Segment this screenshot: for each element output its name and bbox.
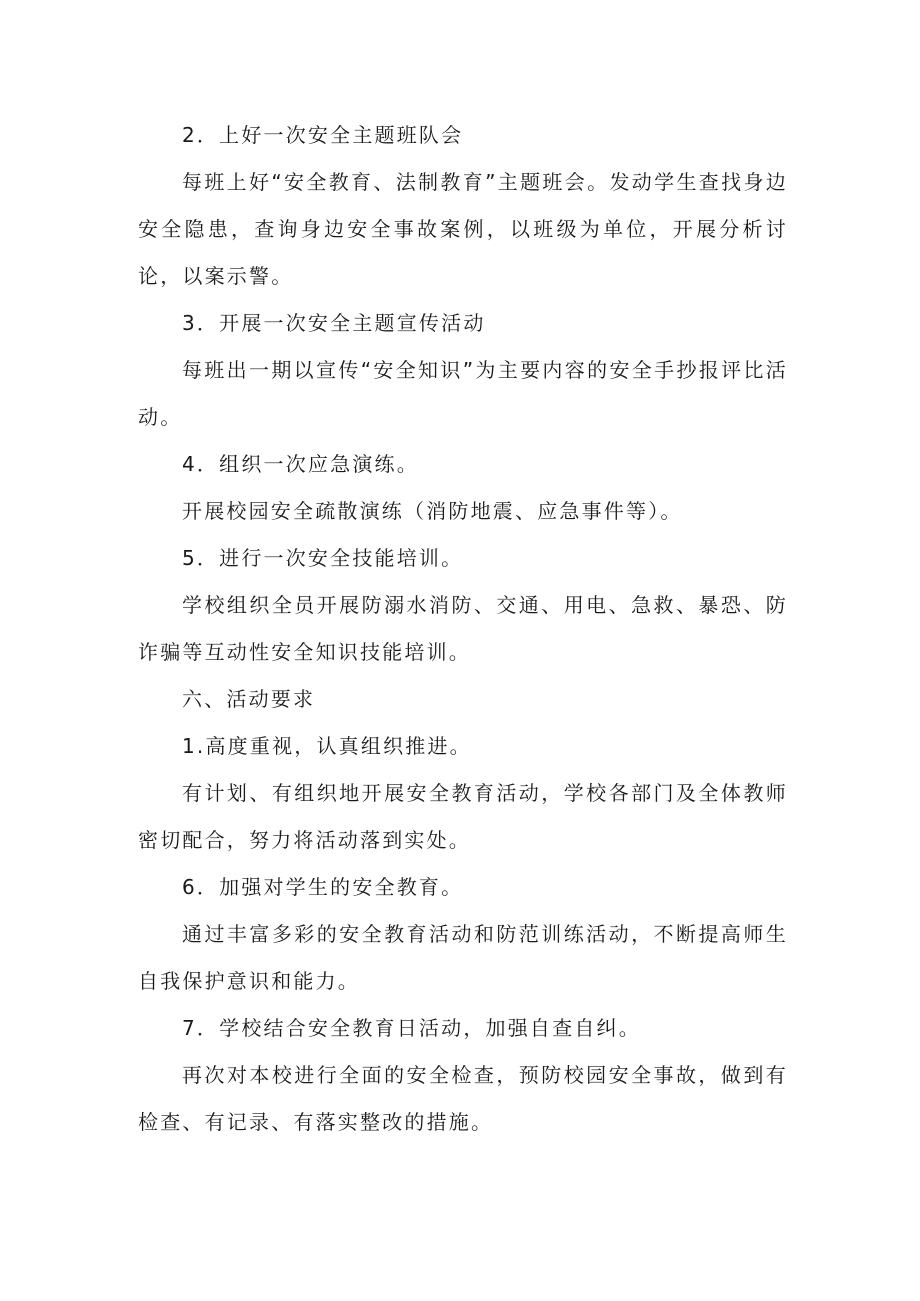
heading-emergency-drill: 4．组织一次应急演练。 <box>182 452 419 476</box>
heading-self-inspection: 7．学校结合安全教育日活动，加强自查自纠。 <box>182 1016 641 1040</box>
heading-class-meeting: 2．上好一次安全主题班队会 <box>182 123 464 147</box>
heading-publicity-activity: 3．开展一次安全主题宣传活动 <box>182 311 486 335</box>
paragraph-self-inspection: 再次对本校进行全面的安全检查，预防校园安全事故，做到有检查、有记录、有落实整改的措施。 <box>138 1063 788 1134</box>
document-body <box>138 112 788 1146</box>
heading-student-education: 6．加强对学生的安全教育。 <box>182 875 464 899</box>
section-heading-requirements: 六、活动要求 <box>182 687 316 711</box>
paragraph-publicity-activity: 每班出一期以宣传“安全知识”为主要内容的安全手抄报评比活动。 <box>138 358 788 429</box>
heading-attention: 1.高度重视，认真组织推进。 <box>182 734 472 758</box>
paragraph-student-education: 通过丰富多彩的安全教育活动和防范训练活动，不断提高师生自我保护意识和能力。 <box>138 922 788 993</box>
paragraph-emergency-drill: 开展校园安全疏散演练（消防地震、应急事件等）。 <box>182 499 683 523</box>
paragraph-attention: 有计划、有组织地开展安全教育活动，学校各部门及全体教师密切配合，努力将活动落到实处。 <box>138 781 788 852</box>
paragraph-class-meeting: 每班上好“安全教育、法制教育”主题班会。发动学生查找身边安全隐患，查询身边安全事故案例，以班级为单位，开展分析讨论，以案示警。 <box>138 170 788 288</box>
paragraph-skills-training: 学校组织全员开展防溺水消防、交通、用电、急救、暴恐、防诈骗等互动性安全知识技能培训。 <box>138 593 788 664</box>
heading-skills-training: 5．进行一次安全技能培训。 <box>182 546 464 570</box>
